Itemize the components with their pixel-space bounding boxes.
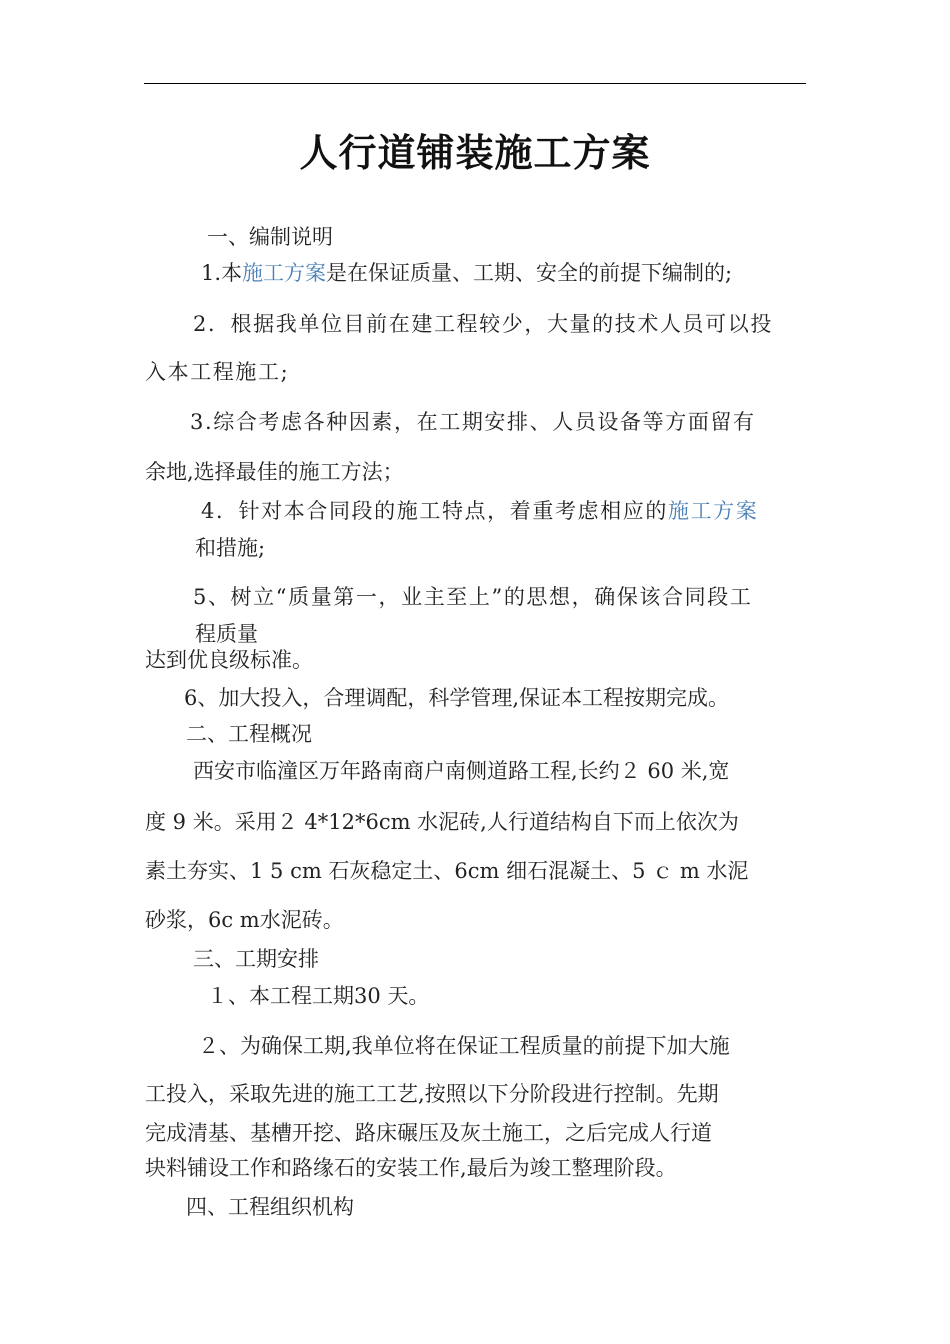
section-2-line-2: 度 9 米。采用２ 4*12*6cm 水泥砖,人行道结构自下而上依次为: [145, 810, 739, 834]
item-2-line-1: 2．根据我单位目前在建工程较少，大量的技术人员可以投: [193, 312, 773, 336]
section-3-heading: 三、工期安排: [193, 947, 319, 971]
section-2-line-1: 西安市临潼区万年路南商户南侧道路工程,长约２ 60 米,宽: [193, 759, 730, 783]
item-6-line: 6、加大投入，合理调配，科学管理,保证本工程按期完成。: [184, 686, 730, 710]
section-3-item-1: １、本工程工期30 天。: [207, 984, 430, 1008]
item-4-line-1: [201, 497, 758, 525]
item-4-line-2: 和措施;: [195, 536, 266, 560]
item-5-line-3: 达到优良级标准。: [145, 648, 313, 672]
item-3-line-1: 3.综合考虑各种因素，在工期安排、人员设备等方面留有: [190, 410, 756, 434]
item-5-line-2: 程质量: [195, 622, 258, 646]
item-5-line-1: 5、树立“质量第一，业主至上”的思想，确保该合同段工: [193, 585, 753, 609]
header-rule: [144, 83, 806, 84]
section-1-heading: 一、编制说明: [207, 225, 333, 249]
item-1-suffix: 是在保证质量、工期、安全的前提下编制的;: [326, 261, 733, 285]
item-1-prefix: 1.本: [201, 261, 243, 285]
document-title: 人行道铺装施工方案: [299, 130, 651, 175]
section-3-item-2-line-2: 工投入，采取先进的施工工艺,按照以下分阶段进行控制。先期: [145, 1082, 719, 1106]
item-1-link[interactable]: 施工方案: [242, 261, 327, 285]
item-2-line-2: 入本工程施工;: [145, 360, 290, 384]
item-1-line: [201, 259, 732, 287]
section-2-line-3: 素土夯实、1 5 cm 石灰稳定土、6cm 细石混凝土、5 ｃ m 水泥: [145, 859, 749, 883]
item-3-line-2: 余地,选择最佳的施工方法；: [145, 460, 404, 484]
section-2-heading: 二、工程概况: [186, 722, 312, 746]
section-3-item-2-line-1: ２、为确保工期,我单位将在保证工程质量的前提下加大施: [198, 1034, 730, 1058]
section-3-item-2-line-4: 块料铺设工作和路缘石的安装工作,最后为竣工整理阶段。: [145, 1156, 677, 1180]
item-4-link[interactable]: 施工方案: [667, 499, 759, 523]
section-2-line-4: 砂浆，6c m水泥砖。: [145, 908, 344, 932]
section-4-heading: 四、工程组织机构: [186, 1195, 354, 1219]
item-4-prefix: 4．针对本合同段的施工特点，着重考虑相应的: [201, 499, 668, 523]
section-3-item-2-line-3: 完成清基、基槽开挖、路床碾压及灰土施工，之后完成人行道: [145, 1121, 712, 1145]
